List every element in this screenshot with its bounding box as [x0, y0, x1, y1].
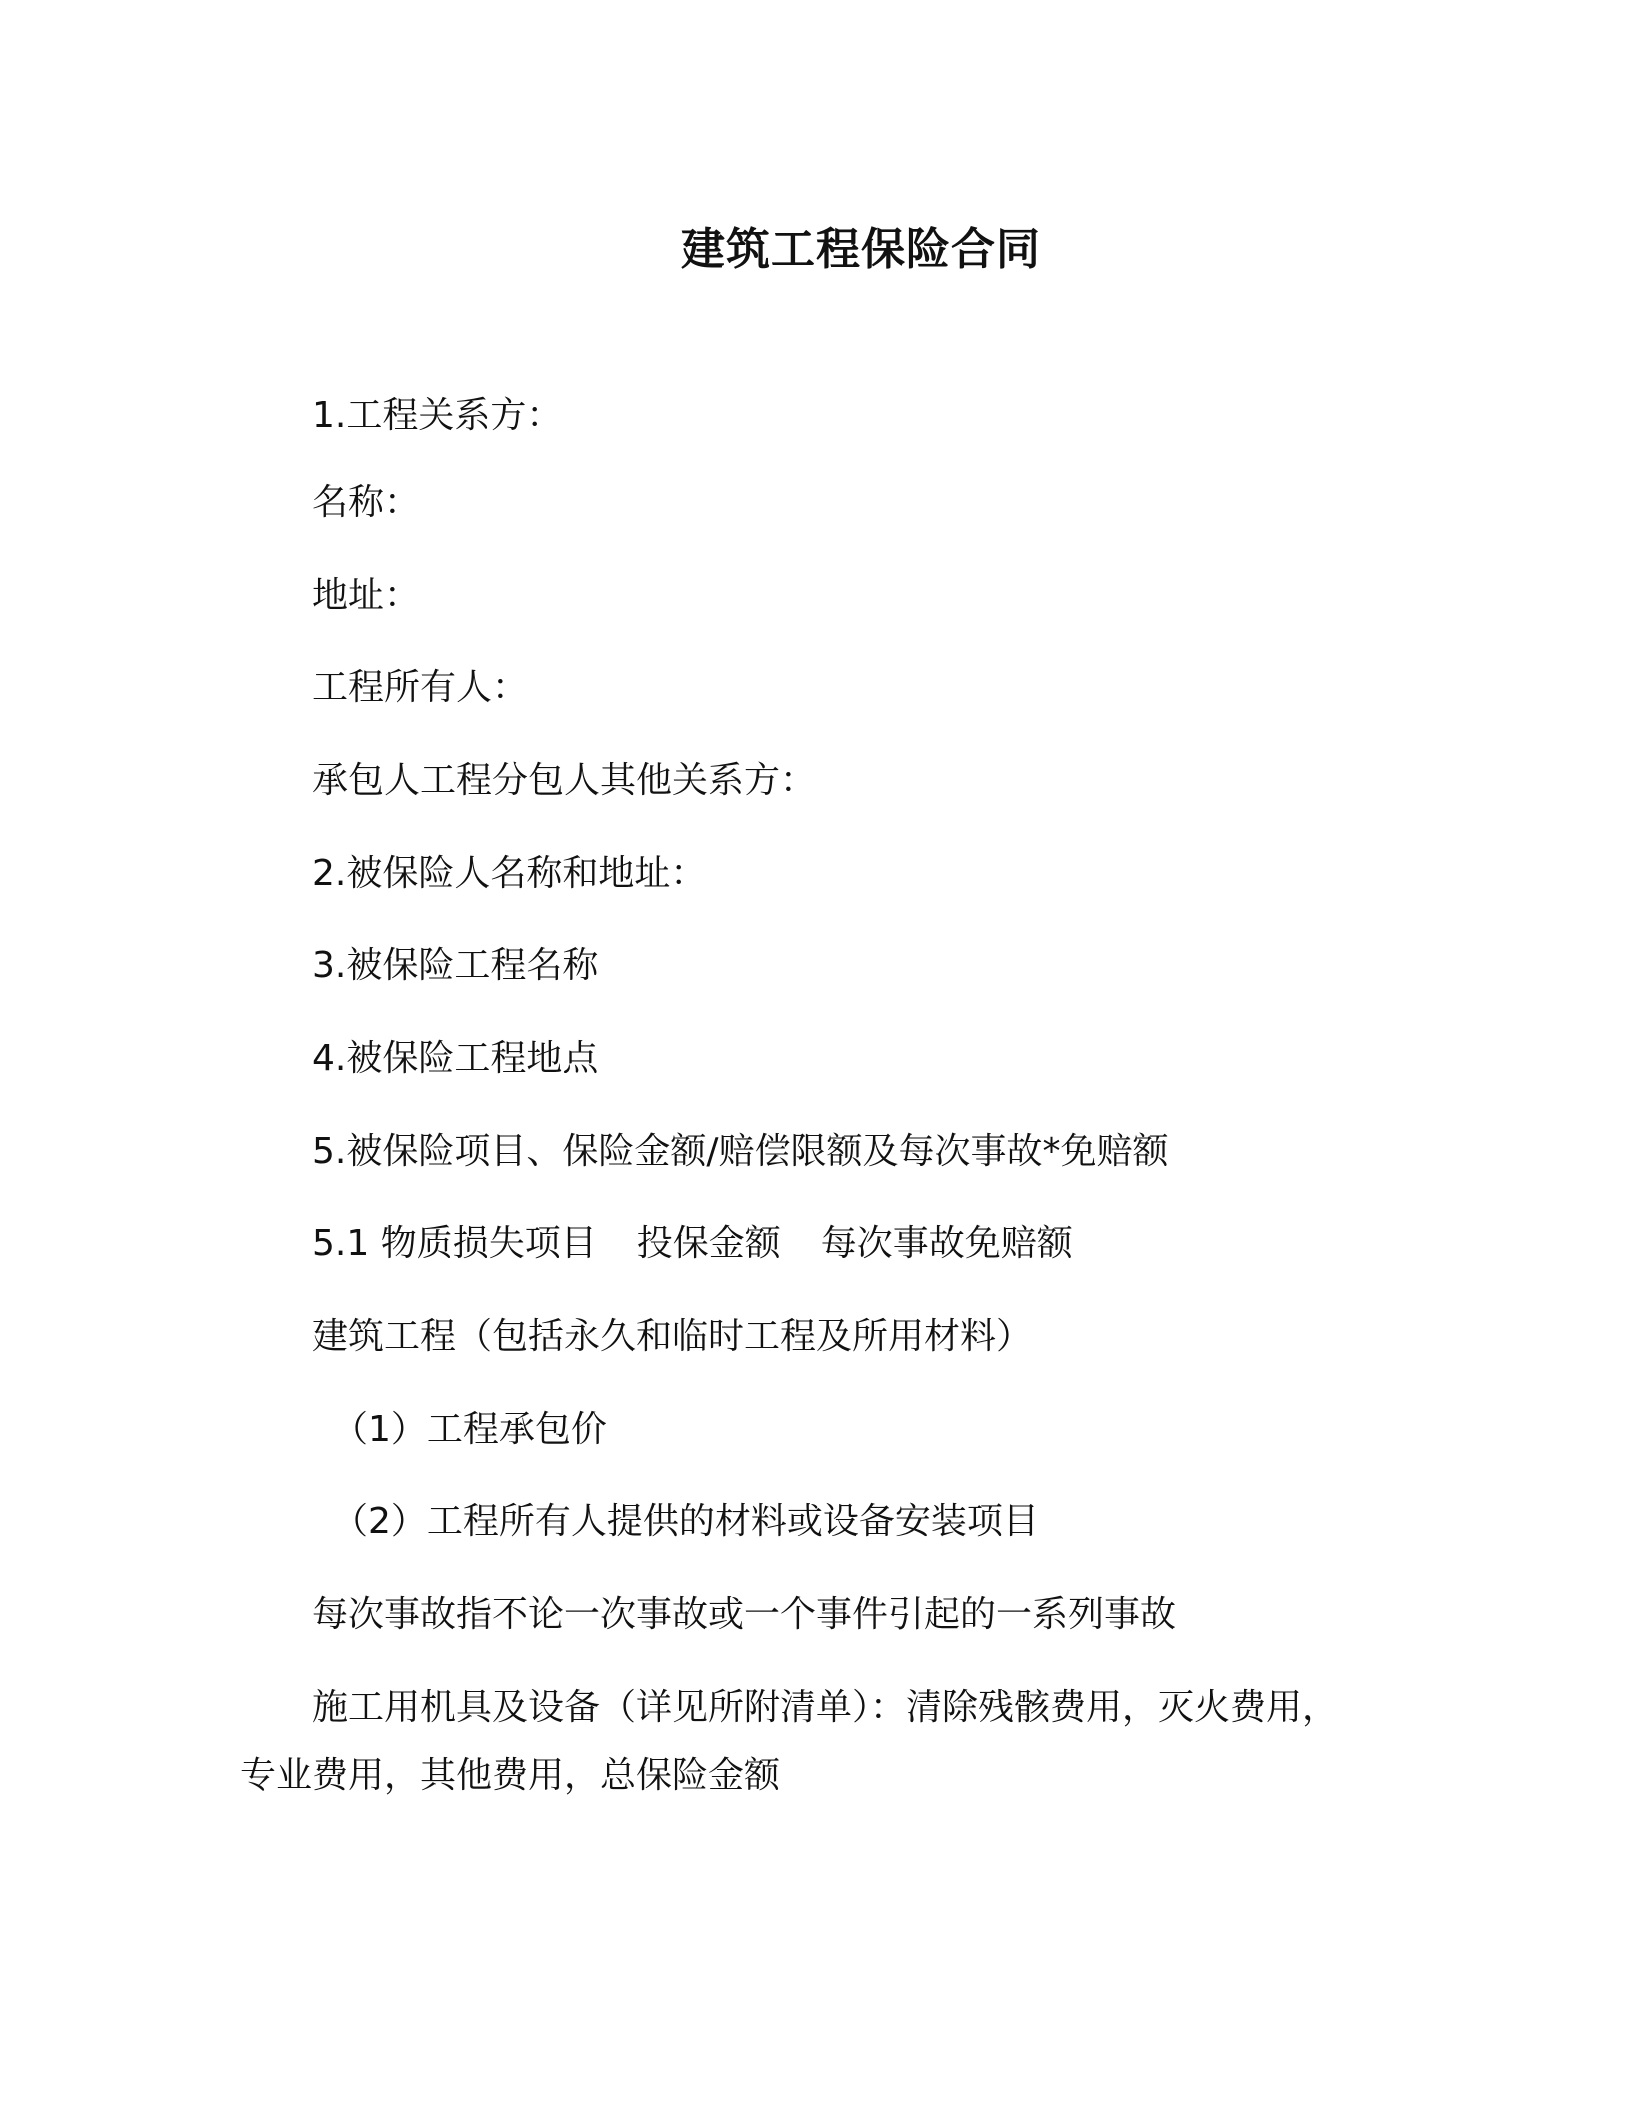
line-project-owner: 工程所有人：: [312, 667, 529, 708]
line-parties-heading: 1.工程关系方：: [312, 395, 563, 436]
line-project-location: 4.被保险工程地点: [312, 1038, 599, 1079]
line-equipment-2: 专业费用，其他费用，总保险金额: [240, 1755, 781, 1796]
table-header-col3: 每次事故免赔额: [820, 1223, 1073, 1264]
line-name: 名称：: [312, 482, 421, 523]
document-title: 建筑工程保险合同: [681, 224, 1041, 275]
line-per-accident-note: 每次事故指不论一次事故或一个事件引起的一系列事故: [312, 1594, 1177, 1635]
line-insured-name-address: 2.被保险人名称和地址：: [312, 853, 707, 894]
table-header-col1: 5.1 物质损失项目: [312, 1223, 597, 1264]
line-equipment-1: 施工用机具及设备（详见所附清单）：清除残骸费用，灭火费用，: [312, 1687, 1339, 1728]
line-sub-item-2: （2）工程所有人提供的材料或设备安装项目: [332, 1501, 1039, 1542]
line-address: 地址：: [312, 575, 421, 616]
line-contractors: 承包人工程分包人其他关系方：: [312, 760, 817, 801]
table-header-col2: 投保金额: [636, 1223, 781, 1264]
table-header-row: [312, 1220, 1073, 1268]
line-project-name: 3.被保险工程名称: [312, 945, 599, 986]
line-construction-item: 建筑工程（包括永久和临时工程及所用材料）: [312, 1316, 1033, 1357]
line-sub-item-1: （1）工程承包价: [332, 1409, 607, 1450]
line-insured-items: 5.被保险项目、保险金额/赔偿限额及每次事故*免赔额: [312, 1131, 1169, 1172]
